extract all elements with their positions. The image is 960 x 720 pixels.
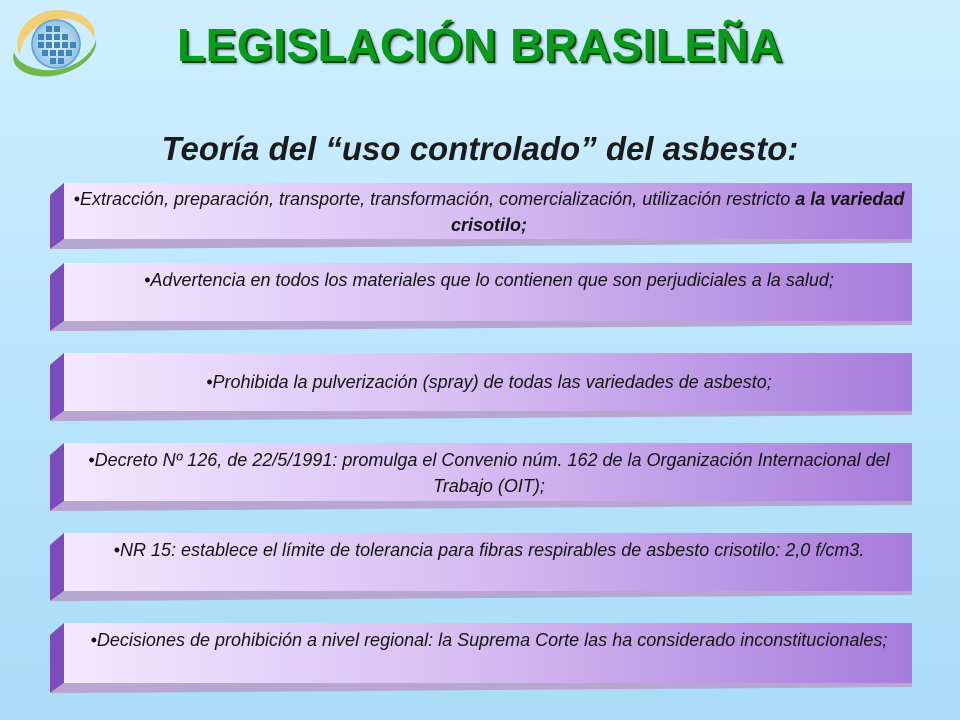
bullet-text-1: •Extracción, preparación, transporte, transformación, comercialización, utilización restricto a la variedad crisotilo; <box>73 189 905 235</box>
bullet-text-2: •Advertencia en todos los materiales que lo contienen que son perjudiciales a la salud; <box>144 270 834 290</box>
bullet-text-6: •Decisiones de prohibición a nivel regional: la Suprema Corte las ha considerado inconstitucionales; <box>90 630 888 650</box>
bullet-banner-3 <box>50 353 912 421</box>
bullet-banner-5 <box>50 533 912 601</box>
page-title: LEGISLACIÓN BRASILEÑA <box>177 19 783 71</box>
bullet-text-5: •NR 15: establece el límite de tolerancia para fibras respirables de asbesto crisotilo: 2,0 f/cm3. <box>113 540 865 560</box>
bullet-banner-4 <box>50 443 912 511</box>
bullet-banner-1 <box>50 183 912 249</box>
bullet-text-3: •Prohibida la pulverización (spray) de todas las variedades de asbesto; <box>206 372 772 392</box>
bullet-banner-6 <box>50 623 912 693</box>
bullet-text-4: •Decreto Nº 126, de 22/5/1991: promulga el Convenio núm. 162 de la Organización Internacional del Trabajo (OIT); <box>88 450 890 496</box>
bullet-banner-2 <box>50 263 912 331</box>
page-subtitle: Teoría del “uso controlado” del asbesto: <box>161 130 799 167</box>
